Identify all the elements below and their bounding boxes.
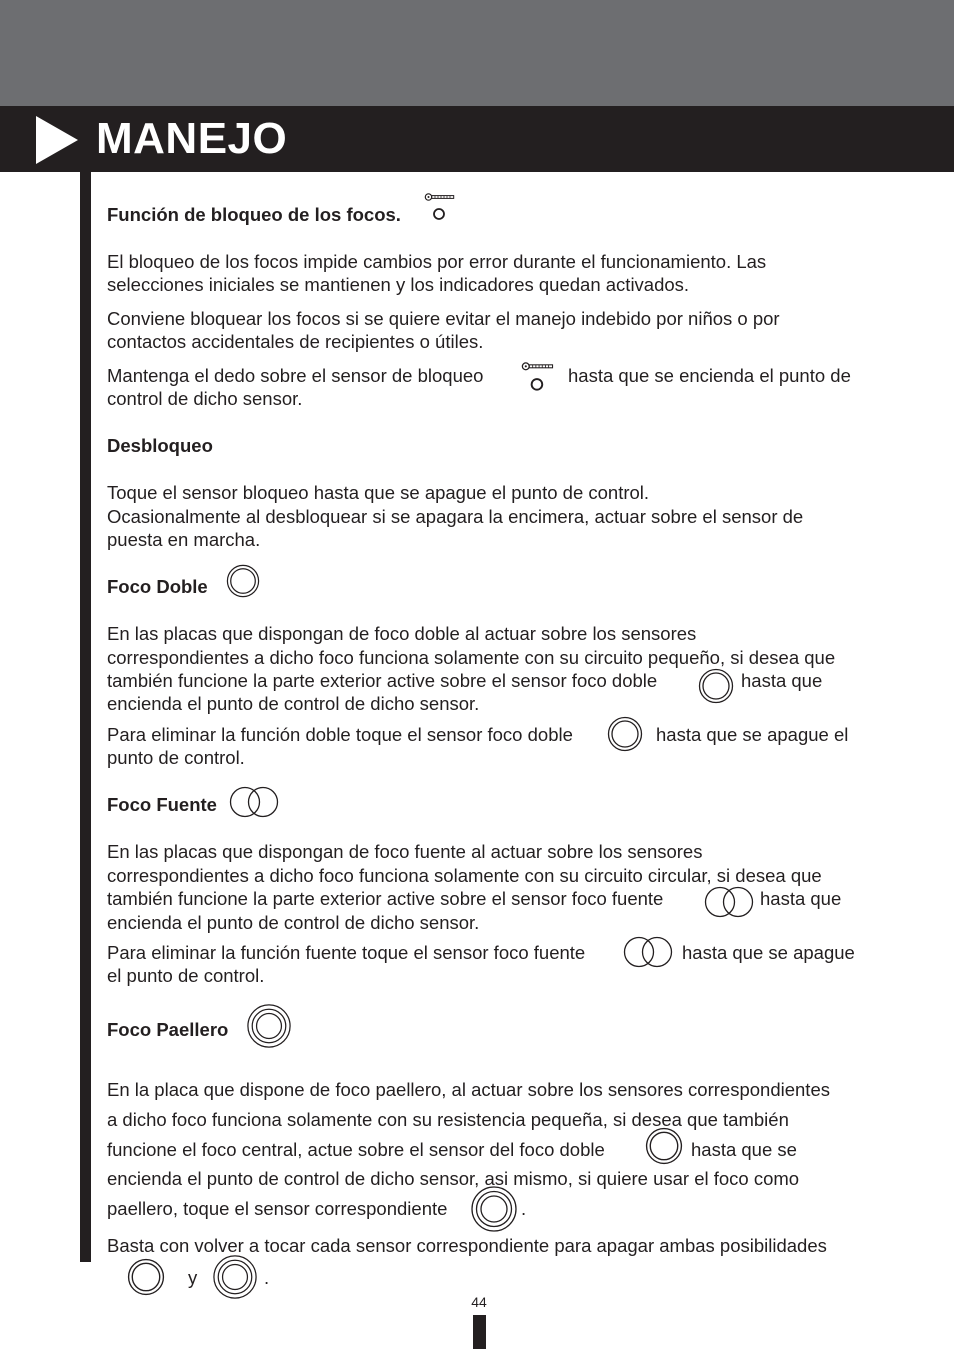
title-bar [0,106,954,172]
paellero-text-5a: paellero, toque el sensor correspondiente [107,1198,448,1219]
page-tab-marker [473,1315,486,1349]
triple-ring-zone-icon [246,1003,292,1049]
doble-text-3b: hasta que [741,670,823,691]
header-band [0,0,954,106]
double-zone-icon [226,564,260,598]
heading-foco-fuente: Foco Fuente [107,794,217,815]
doble-text-4: encienda el punto de control de dicho sensor. [107,693,480,714]
doble-text-5b: hasta que se apague el [656,724,849,745]
heading-foco-paellero: Foco Paellero [107,1019,229,1040]
fuente-text-5b: hasta que se apague [682,942,855,963]
double-zone-icon [645,1127,683,1165]
bloqueo-text-3b: hasta que se encienda el punto de [568,365,851,386]
fuente-text-3b: hasta que [760,888,842,909]
paellero-text-3a: funcione el foco central, actue sobre el sensor del foco doble [107,1139,605,1160]
doble-text-5a: Para eliminar la función doble toque el sensor foco doble [107,724,573,745]
fuente-text-1: En las placas que dispongan de foco fuente al actuar sobre los sensores [107,841,703,862]
bloqueo-text-1b: selecciones iniciales se mantienen y los indicadores quedan activados. [107,274,690,295]
bloqueo-text-2a: Conviene bloquear los focos si se quiere evitar el manejo indebido por niños o por [107,308,780,329]
oval-zone-icon [623,936,673,968]
paellero-text-4: encienda el punto de control de dicho sensor, asi mismo, si quiere usar el foco como [107,1168,800,1189]
double-zone-icon [698,668,734,704]
paellero-text-y: y [188,1267,198,1288]
desbloqueo-text-1: Toque el sensor bloqueo hasta que se apague el punto de control. [107,482,650,503]
paellero-text-end: . [264,1267,270,1288]
page-title: MANEJO [96,114,288,163]
desbloqueo-text-2: Ocasionalmente al desbloquear si se apagara la encimera, actuar sobre el sensor de [107,506,804,527]
desbloqueo-text-3: puesta en marcha. [107,529,261,550]
heading-bloqueo: Función de bloqueo de los focos. [107,204,401,225]
doble-text-1: En las placas que dispongan de foco doble al actuar sobre los sensores [107,623,697,644]
paellero-text-1: En la placa que dispone de foco paellero, al actuar sobre los sensores correspondientes [107,1079,830,1100]
fuente-text-2: correspondientes a dicho foco funciona solamente con su circuito circular, si desea que [107,865,822,886]
doble-text-3a: también funcione la parte exterior active sobre el sensor foco doble [107,670,658,691]
key-lock-icon [521,361,555,395]
double-zone-icon [127,1258,165,1296]
oval-zone-icon [229,786,279,818]
fuente-text-5a: Para eliminar la función fuente toque el sensor foco fuente [107,942,586,963]
bloqueo-text-1a: El bloqueo de los focos impide cambios por error durante el funcionamiento. Las [107,251,767,272]
paellero-text-6: Basta con volver a tocar cada sensor correspondiente para apagar ambas posibilidades [107,1235,827,1256]
paellero-text-3b: hasta que se [691,1139,797,1160]
doble-text-6: punto de control. [107,747,245,768]
triple-ring-zone-icon [470,1185,518,1233]
triple-ring-zone-icon [212,1254,258,1300]
side-margin-bar [80,172,91,1262]
paellero-text-2: a dicho foco funciona solamente con su resistencia pequeña, si desea que también [107,1109,789,1130]
heading-desbloqueo: Desbloqueo [107,435,213,456]
oval-zone-icon [704,886,754,918]
double-zone-icon [607,716,643,752]
fuente-text-3a: también funcione la parte exterior active sobre el sensor foco fuente [107,888,664,909]
key-lock-icon [424,192,456,224]
fuente-text-4: encienda el punto de control de dicho sensor. [107,912,480,933]
doble-text-2: correspondientes a dicho foco funciona solamente con su circuito pequeño, si desea que [107,647,836,668]
page-number: 44 [471,1294,487,1310]
bloqueo-text-2b: contactos accidentales de recipientes o útiles. [107,331,484,352]
bloqueo-text-3a: Mantenga el dedo sobre el sensor de bloqueo [107,365,484,386]
fuente-text-6: el punto de control. [107,965,265,986]
bloqueo-text-3c: control de dicho sensor. [107,388,303,409]
paellero-text-5b: . [521,1198,527,1219]
play-arrow-icon [36,116,78,164]
heading-foco-doble: Foco Doble [107,576,208,597]
